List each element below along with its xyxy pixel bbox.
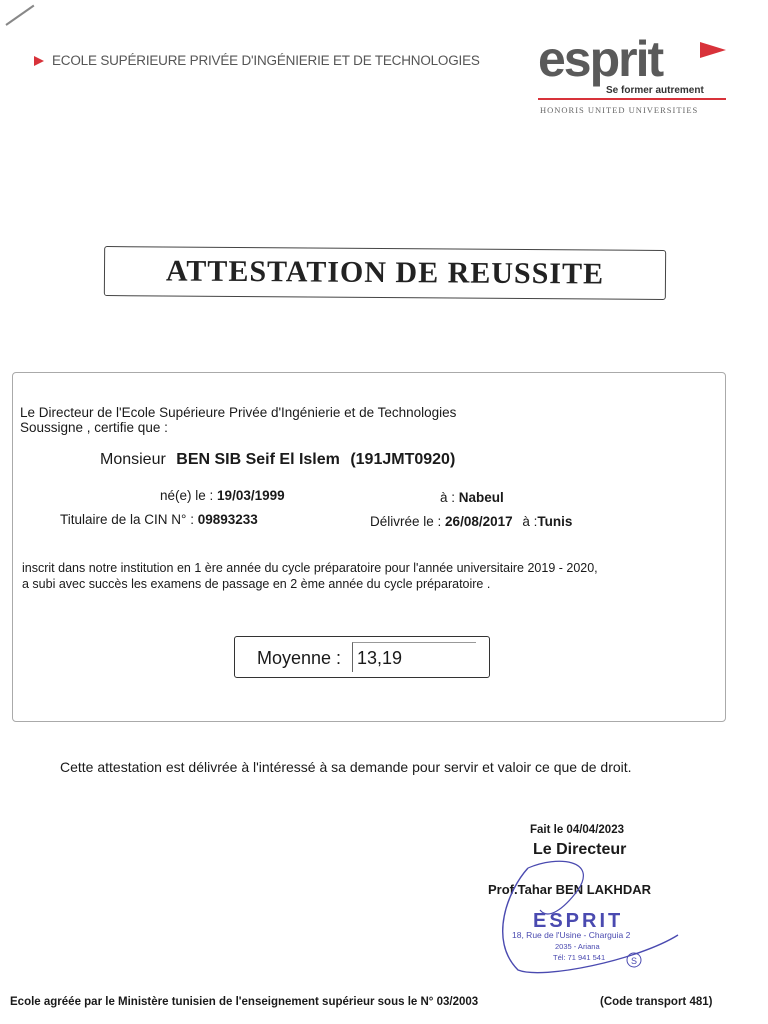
intro-line-1: Le Directeur de l'Ecole Supérieure Privée d'Ingénierie et de Technologies: [20, 405, 457, 420]
issued-date: 26/08/2017: [445, 514, 513, 529]
stamp-city: 2035 - Ariana: [555, 942, 600, 951]
enrollment-line-1: inscrit dans notre institution en 1 ère année du cycle préparatoire pour l'année universitaire 2019 - 2020,: [22, 561, 598, 575]
birth-place-line: [440, 490, 504, 505]
stamp-phone: Tél: 71 941 541: [553, 953, 606, 962]
arrow-bullet-icon: [34, 56, 44, 66]
esprit-logo-text: esprit: [538, 31, 663, 87]
birth-place: Nabeul: [458, 490, 504, 505]
cin-issue-line: [370, 514, 572, 529]
cin-line: [60, 512, 258, 527]
document-title: ATTESTATION DE REUSSITE: [165, 254, 605, 291]
birth-place-label: à :: [440, 490, 456, 505]
birth-date: 19/03/1999: [217, 488, 285, 503]
birth-line: [160, 488, 285, 503]
signatory-name: Prof.Tahar BEN LAKHDAR: [488, 882, 651, 897]
purpose-statement: Cette attestation est délivrée à l'intéressé à sa demande pour servir et valoir ce que de droit.: [60, 759, 632, 775]
student-id: (191JMT0920): [350, 451, 456, 468]
logo-tagline: Se former autrement: [606, 85, 704, 96]
cin-number: 09893233: [197, 512, 258, 527]
issued-label: Délivrée le :: [370, 514, 442, 529]
svg-text:S: S: [631, 956, 638, 966]
logo-divider: [538, 98, 726, 100]
signatory-title: Le Directeur: [533, 841, 627, 858]
school-name: ECOLE SUPÉRIEURE PRIVÉE D'INGÉNIERIE ET DE TECHNOLOGIES: [52, 53, 480, 68]
student-name: BEN SIB Seif El Islem: [176, 451, 340, 468]
accreditation-note: Ecole agréée par le Ministère tunisien de l'enseignement supérieur sous le N° 03/2003: [10, 996, 479, 1008]
transport-code: (Code transport 481): [600, 996, 713, 1008]
stamp-address: 18, Rue de l'Usine - Charguia 2: [512, 930, 631, 940]
date-signed: Fait le 04/04/2023: [530, 824, 624, 836]
civility: Monsieur: [100, 451, 166, 468]
logo-affiliation: HONORIS UNITED UNIVERSITIES: [540, 105, 699, 115]
school-header: [34, 53, 480, 68]
cin-label: Titulaire de la CIN N° :: [60, 512, 194, 527]
enrollment-line-2: a subi avec succès les examens de passage en 2 ème année du cycle préparatoire .: [22, 577, 491, 591]
pen-mark: [5, 5, 34, 26]
stamp-name: ESPRIT: [533, 910, 624, 932]
average-value: 13,19: [357, 648, 403, 668]
birth-label: né(e) le :: [160, 488, 214, 503]
logo-flag-icon: [700, 42, 728, 62]
issued-place-label: à :: [522, 514, 538, 529]
issued-place: Tunis: [537, 514, 573, 529]
student-line: [100, 451, 455, 469]
average-label: Moyenne :: [257, 648, 342, 668]
intro-line-2: Soussigne , certifie que :: [20, 420, 168, 435]
document-title-box: [104, 246, 666, 300]
